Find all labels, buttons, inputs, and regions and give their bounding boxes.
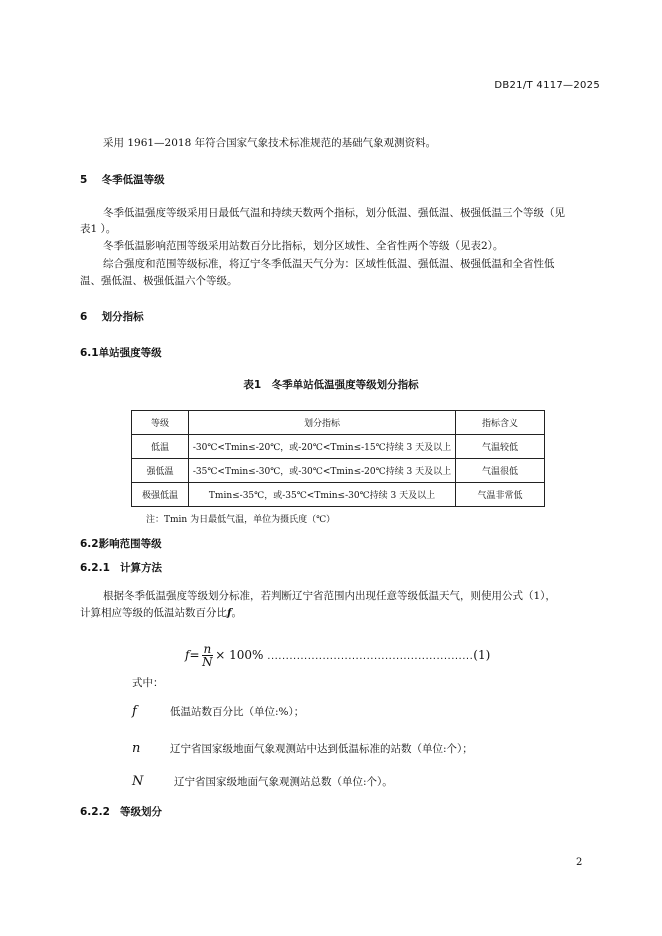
formula-leader: ........................................................ bbox=[267, 651, 474, 662]
section-title: 冬季低温等级 bbox=[101, 174, 165, 186]
section-title: 划分指标 bbox=[101, 311, 144, 323]
combined-paragraph-line-1: 综合强度和范围等级标准，将辽宁冬季低温天气分为：区域性低温、强低温、极强低温和全省性低 bbox=[103, 258, 555, 270]
table-header-cell: 指标含义 bbox=[456, 411, 545, 435]
formula-fraction bbox=[202, 643, 214, 668]
table-cell: 气温较低 bbox=[456, 435, 545, 459]
intensity-paragraph-line-2: 表1 ）。 bbox=[80, 223, 117, 235]
formula-number: (1) bbox=[473, 648, 491, 662]
section-title: 影响范围等级 bbox=[98, 538, 162, 550]
table-1 bbox=[131, 410, 545, 507]
formula-times: × 100% bbox=[215, 648, 264, 662]
table-cell: 气温很低 bbox=[456, 459, 545, 483]
table-header-cell: 划分指标 bbox=[189, 411, 456, 435]
variable-description: 辽宁省国家级地面气象观测站总数（单位:个）。 bbox=[174, 776, 393, 788]
where-label: 式中： bbox=[132, 677, 164, 689]
table-1-note: 注：Tmin 为日最低气温，单位为摄氏度（℃） bbox=[146, 515, 336, 525]
document-id: DB21/T 4117—2025 bbox=[494, 80, 600, 91]
section-number: 6.2 bbox=[80, 538, 99, 550]
table-row bbox=[132, 435, 545, 459]
method-paragraph-line-1: 根据冬季低温强度等级划分标准，若判断辽宁省范围内出现任意等级低温天气，则使用公式（1）， bbox=[103, 590, 556, 602]
table-cell: 低温 bbox=[132, 435, 189, 459]
variable-f: f bbox=[227, 607, 232, 619]
method-paragraph-line-2 bbox=[80, 605, 242, 621]
formula-numerator: n bbox=[203, 642, 212, 656]
variable-description: 低温站数百分比（单位:%）； bbox=[170, 706, 305, 718]
section-6-2-2-heading bbox=[80, 804, 162, 819]
formula-equals: = bbox=[189, 648, 200, 662]
variable-description: 辽宁省国家级地面气象观测站中达到低温标准的站数（单位:个）； bbox=[170, 743, 473, 755]
section-6-2-1-heading bbox=[80, 560, 162, 575]
section-title: 单站强度等级 bbox=[98, 347, 162, 359]
table-cell: 强低温 bbox=[132, 459, 189, 483]
variable-symbol: n bbox=[132, 741, 141, 756]
variable-definition-n bbox=[132, 737, 473, 757]
table-1-caption: 表1 冬季单站低温强度等级划分指标 bbox=[243, 379, 419, 391]
section-number: 6.2.2 bbox=[80, 806, 110, 818]
table-cell: -30℃<Tmin≤-20℃，或-20℃<Tmin≤-15℃持续 3 天及以上 bbox=[189, 435, 456, 459]
formula-1 bbox=[185, 643, 490, 668]
section-6-heading bbox=[80, 309, 144, 324]
variable-symbol: f bbox=[132, 704, 137, 719]
variable-definition-N bbox=[132, 770, 393, 790]
section-number: 5 bbox=[80, 174, 88, 186]
section-number: 6 bbox=[80, 311, 88, 323]
section-title: 等级划分 bbox=[120, 806, 162, 818]
method-text: 计算相应等级的低温站数百分比 bbox=[80, 607, 227, 619]
section-number: 6.1 bbox=[80, 347, 99, 359]
section-5-heading bbox=[80, 172, 165, 187]
section-6-1-heading bbox=[80, 345, 162, 360]
formula-lhs: f bbox=[185, 648, 190, 662]
section-6-2-heading bbox=[80, 536, 162, 551]
table-cell: 气温非常低 bbox=[456, 483, 545, 507]
table-row bbox=[132, 459, 545, 483]
table-header-row bbox=[132, 411, 545, 435]
method-end: 。 bbox=[231, 607, 243, 619]
table-cell: Tmin≤-35℃，或-35℃<Tmin≤-30℃持续 3 天及以上 bbox=[189, 483, 456, 507]
data-source-paragraph: 采用 1961—2018 年符合国家气象技术标准规范的基础气象观测资料。 bbox=[103, 137, 437, 149]
page-number: 2 bbox=[576, 857, 583, 868]
intensity-paragraph-line-1: 冬季低温强度等级采用日最低气温和持续天数两个指标，划分低温、强低温、极强低温三个等级（见 bbox=[103, 207, 565, 219]
table-row bbox=[132, 483, 545, 507]
variable-symbol: N bbox=[132, 774, 144, 789]
combined-paragraph-line-2: 温、强低温、极强低温六个等级。 bbox=[80, 275, 238, 287]
range-paragraph: 冬季低温影响范围等级采用站数百分比指标，划分区域性、全省性两个等级（见表2）。 bbox=[103, 240, 504, 252]
table-cell: -35℃<Tmin≤-30℃，或-30℃<Tmin≤-20℃持续 3 天及以上 bbox=[189, 459, 456, 483]
section-title: 计算方法 bbox=[120, 562, 162, 574]
variable-definition-f bbox=[132, 700, 304, 720]
section-number: 6.2.1 bbox=[80, 562, 110, 574]
table-header-cell: 等级 bbox=[132, 411, 189, 435]
formula-denominator: N bbox=[202, 655, 213, 669]
table-cell: 极强低温 bbox=[132, 483, 189, 507]
